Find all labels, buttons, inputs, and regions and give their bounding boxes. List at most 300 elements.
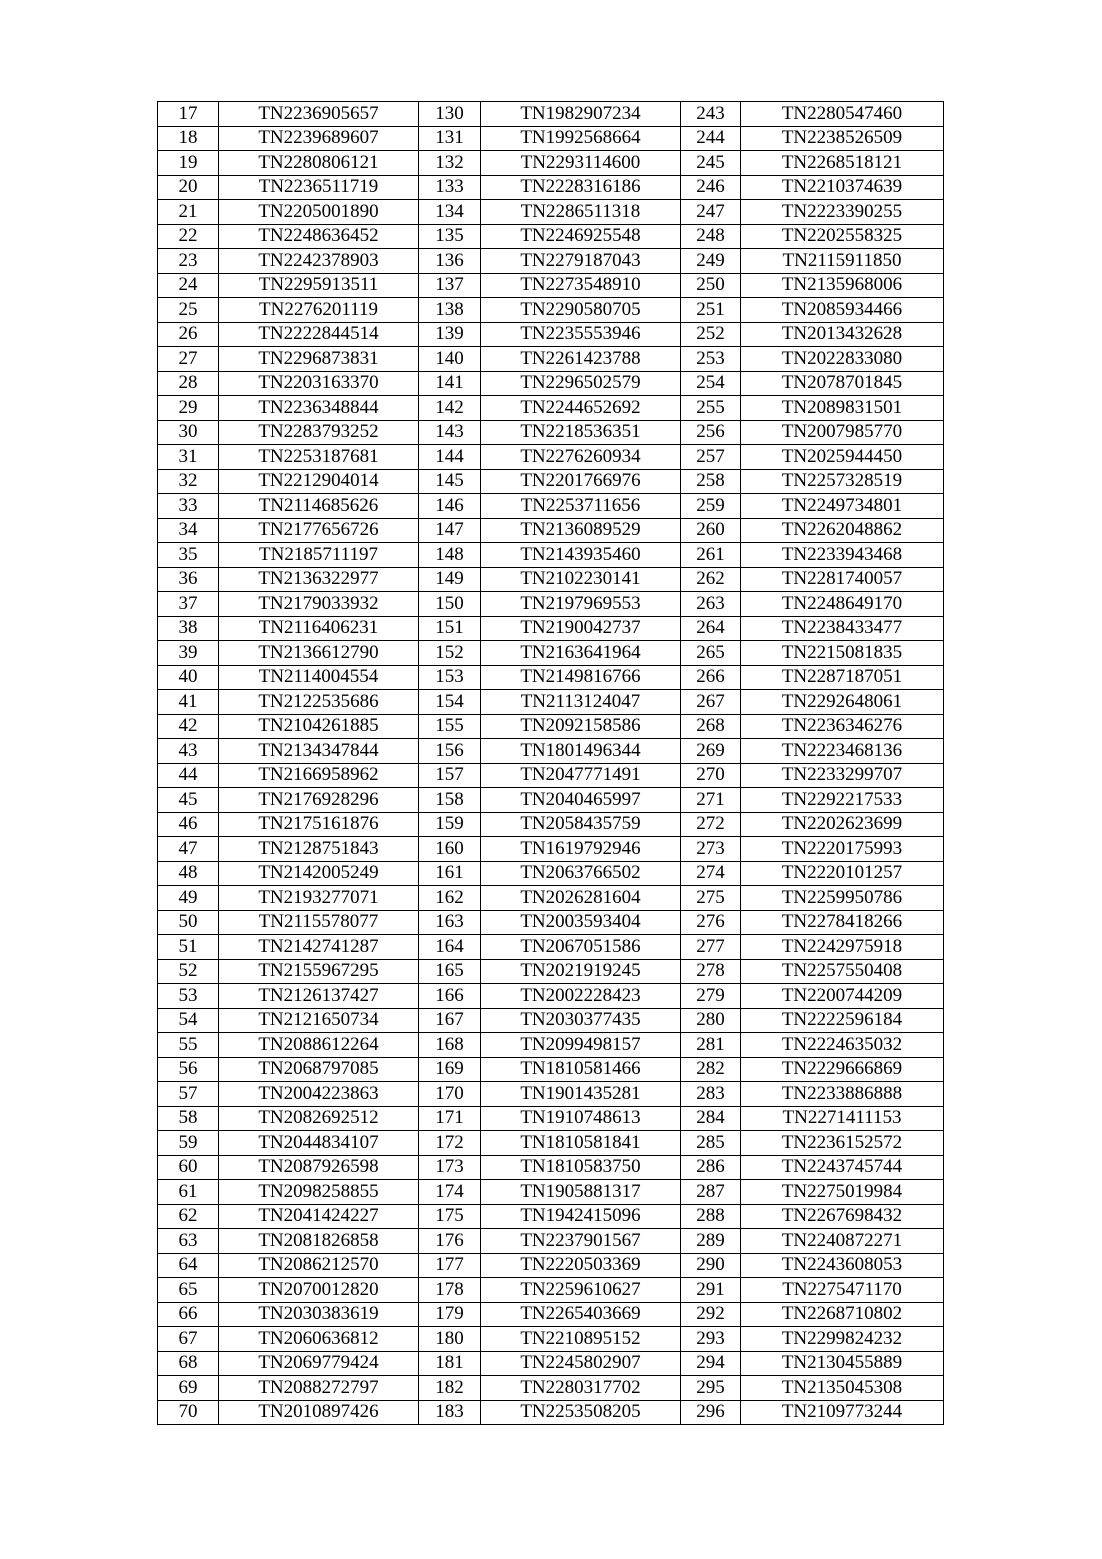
code-cell: TN2136612790	[219, 641, 419, 666]
serial-cell: 22	[158, 224, 219, 249]
serial-cell: 19	[158, 151, 219, 176]
serial-cell: 65	[158, 1278, 219, 1303]
serial-cell: 288	[681, 1204, 741, 1229]
serial-cell: 260	[681, 518, 741, 543]
code-cell: TN2243745744	[741, 1155, 944, 1180]
code-cell: TN2240872271	[741, 1229, 944, 1254]
code-cell: TN2030383619	[219, 1302, 419, 1327]
code-cell: TN2134347844	[219, 739, 419, 764]
code-cell: TN2286511318	[481, 200, 681, 225]
code-cell: TN2068797085	[219, 1057, 419, 1082]
serial-cell: 151	[419, 616, 481, 641]
table-row	[158, 690, 944, 715]
code-cell: TN2142005249	[219, 861, 419, 886]
serial-cell: 179	[419, 1302, 481, 1327]
code-cell: TN2243608053	[741, 1253, 944, 1278]
code-cell: TN1801496344	[481, 739, 681, 764]
table-row	[158, 935, 944, 960]
code-cell: TN2222596184	[741, 1008, 944, 1033]
code-cell: TN2069779424	[219, 1351, 419, 1376]
table-row	[158, 1229, 944, 1254]
serial-cell: 165	[419, 959, 481, 984]
serial-cell: 170	[419, 1082, 481, 1107]
table-row	[158, 1351, 944, 1376]
code-cell: TN1810583750	[481, 1155, 681, 1180]
table-row	[158, 518, 944, 543]
serial-cell: 277	[681, 935, 741, 960]
code-cell: TN2259610627	[481, 1278, 681, 1303]
code-cell: TN2242975918	[741, 935, 944, 960]
serial-cell: 279	[681, 984, 741, 1009]
code-cell: TN2058435759	[481, 812, 681, 837]
serial-cell: 267	[681, 690, 741, 715]
table-row	[158, 151, 944, 176]
code-cell: TN2292648061	[741, 690, 944, 715]
serial-cell: 66	[158, 1302, 219, 1327]
serial-cell: 247	[681, 200, 741, 225]
serial-cell: 258	[681, 469, 741, 494]
serial-cell: 35	[158, 543, 219, 568]
serial-cell: 160	[419, 837, 481, 862]
table-row	[158, 984, 944, 1009]
code-cell: TN2245802907	[481, 1351, 681, 1376]
code-cell: TN2022833080	[741, 347, 944, 372]
code-cell: TN1992568664	[481, 126, 681, 151]
code-cell: TN2026281604	[481, 886, 681, 911]
code-cell: TN2136322977	[219, 567, 419, 592]
serial-cell: 68	[158, 1351, 219, 1376]
code-cell: TN2224635032	[741, 1033, 944, 1058]
serial-cell: 25	[158, 298, 219, 323]
serial-cell: 133	[419, 175, 481, 200]
serial-cell: 145	[419, 469, 481, 494]
table-row	[158, 1253, 944, 1278]
code-cell: TN2296502579	[481, 371, 681, 396]
serial-cell: 37	[158, 592, 219, 617]
serial-cell: 268	[681, 714, 741, 739]
serial-cell: 264	[681, 616, 741, 641]
code-cell: TN2220101257	[741, 861, 944, 886]
serial-cell: 176	[419, 1229, 481, 1254]
serial-cell: 287	[681, 1180, 741, 1205]
serial-cell: 135	[419, 224, 481, 249]
serial-cell: 63	[158, 1229, 219, 1254]
code-cell: TN2293114600	[481, 151, 681, 176]
code-cell: TN2287187051	[741, 665, 944, 690]
code-cell: TN2220175993	[741, 837, 944, 862]
code-cell: TN2281740057	[741, 567, 944, 592]
code-cell: TN2244652692	[481, 396, 681, 421]
serial-cell: 141	[419, 371, 481, 396]
code-cell: TN2296873831	[219, 347, 419, 372]
code-cell: TN2175161876	[219, 812, 419, 837]
table-row	[158, 494, 944, 519]
serial-cell: 70	[158, 1400, 219, 1425]
code-cell: TN2143935460	[481, 543, 681, 568]
code-cell: TN2280317702	[481, 1376, 681, 1401]
table-row	[158, 102, 944, 127]
code-cell: TN2185711197	[219, 543, 419, 568]
code-cell: TN2047771491	[481, 763, 681, 788]
code-cell: TN2115911850	[741, 249, 944, 274]
code-cell: TN2086212570	[219, 1253, 419, 1278]
code-cell: TN1810581466	[481, 1057, 681, 1082]
code-cell: TN2102230141	[481, 567, 681, 592]
code-cell: TN2070012820	[219, 1278, 419, 1303]
table-row	[158, 347, 944, 372]
table-row	[158, 641, 944, 666]
serial-cell: 265	[681, 641, 741, 666]
code-cell: TN2210895152	[481, 1327, 681, 1352]
code-cell: TN2078701845	[741, 371, 944, 396]
code-cell: TN2267698432	[741, 1204, 944, 1229]
code-cell: TN2130455889	[741, 1351, 944, 1376]
table-row	[158, 249, 944, 274]
code-cell: TN2003593404	[481, 910, 681, 935]
code-cell: TN2237901567	[481, 1229, 681, 1254]
serial-cell: 24	[158, 273, 219, 298]
code-cell: TN2203163370	[219, 371, 419, 396]
table-row	[158, 739, 944, 764]
serial-cell: 40	[158, 665, 219, 690]
serial-cell: 142	[419, 396, 481, 421]
serial-cell: 150	[419, 592, 481, 617]
serial-cell: 146	[419, 494, 481, 519]
serial-cell: 292	[681, 1302, 741, 1327]
code-cell: TN2099498157	[481, 1033, 681, 1058]
code-cell: TN1910748613	[481, 1106, 681, 1131]
code-cell: TN2177656726	[219, 518, 419, 543]
serial-cell: 254	[681, 371, 741, 396]
table-row	[158, 200, 944, 225]
code-cell: TN2088272797	[219, 1376, 419, 1401]
code-cell: TN2236152572	[741, 1131, 944, 1156]
serial-cell: 29	[158, 396, 219, 421]
serial-cell: 263	[681, 592, 741, 617]
code-cell: TN2215081835	[741, 641, 944, 666]
code-cell: TN2220503369	[481, 1253, 681, 1278]
code-cell: TN2122535686	[219, 690, 419, 715]
code-cell: TN2292217533	[741, 788, 944, 813]
serial-cell: 273	[681, 837, 741, 862]
code-cell: TN2223468136	[741, 739, 944, 764]
code-cell: TN2253187681	[219, 445, 419, 470]
code-cell: TN2268710802	[741, 1302, 944, 1327]
serial-cell: 175	[419, 1204, 481, 1229]
code-cell: TN2242378903	[219, 249, 419, 274]
serial-cell: 32	[158, 469, 219, 494]
table-row	[158, 1106, 944, 1131]
code-cell: TN2261423788	[481, 347, 681, 372]
serial-cell: 169	[419, 1057, 481, 1082]
code-cell: TN2271411153	[741, 1106, 944, 1131]
code-cell: TN2004223863	[219, 1082, 419, 1107]
serial-cell: 172	[419, 1131, 481, 1156]
code-cell: TN2278418266	[741, 910, 944, 935]
code-cell: TN2222844514	[219, 322, 419, 347]
code-cell: TN2082692512	[219, 1106, 419, 1131]
serial-cell: 50	[158, 910, 219, 935]
table-row	[158, 371, 944, 396]
table-row	[158, 788, 944, 813]
code-cell: TN2235553946	[481, 322, 681, 347]
table-row	[158, 1400, 944, 1425]
serial-cell: 154	[419, 690, 481, 715]
serial-cell: 255	[681, 396, 741, 421]
code-cell: TN2088612264	[219, 1033, 419, 1058]
code-cell: TN2176928296	[219, 788, 419, 813]
table-row	[158, 543, 944, 568]
code-cell: TN2248636452	[219, 224, 419, 249]
serial-cell: 167	[419, 1008, 481, 1033]
serial-cell: 54	[158, 1008, 219, 1033]
serial-cell: 148	[419, 543, 481, 568]
code-cell: TN2238433477	[741, 616, 944, 641]
serial-cell: 17	[158, 102, 219, 127]
serial-cell: 39	[158, 641, 219, 666]
serial-cell: 272	[681, 812, 741, 837]
serial-cell: 41	[158, 690, 219, 715]
code-cell: TN2085934466	[741, 298, 944, 323]
code-cell: TN2239689607	[219, 126, 419, 151]
serial-cell: 48	[158, 861, 219, 886]
code-cell: TN2135045308	[741, 1376, 944, 1401]
serial-cell: 276	[681, 910, 741, 935]
code-cell: TN2013432628	[741, 322, 944, 347]
code-cell: TN2265403669	[481, 1302, 681, 1327]
serial-cell: 23	[158, 249, 219, 274]
code-cell: TN2268518121	[741, 151, 944, 176]
serial-cell: 248	[681, 224, 741, 249]
serial-cell: 152	[419, 641, 481, 666]
serial-cell: 49	[158, 886, 219, 911]
serial-cell: 269	[681, 739, 741, 764]
table-row	[158, 175, 944, 200]
code-cell: TN2249734801	[741, 494, 944, 519]
serial-cell: 291	[681, 1278, 741, 1303]
serial-cell: 249	[681, 249, 741, 274]
serial-cell: 250	[681, 273, 741, 298]
code-cell: TN2060636812	[219, 1327, 419, 1352]
table-row	[158, 1033, 944, 1058]
serial-cell: 44	[158, 763, 219, 788]
table-row	[158, 861, 944, 886]
serial-cell: 47	[158, 837, 219, 862]
table-row	[158, 1082, 944, 1107]
code-cell: TN1982907234	[481, 102, 681, 127]
code-cell: TN2202558325	[741, 224, 944, 249]
table-row	[158, 1057, 944, 1082]
code-cell: TN2109773244	[741, 1400, 944, 1425]
serial-cell: 155	[419, 714, 481, 739]
serial-cell: 274	[681, 861, 741, 886]
code-cell: TN2114685626	[219, 494, 419, 519]
table-row	[158, 126, 944, 151]
serial-cell: 281	[681, 1033, 741, 1058]
serial-cell: 62	[158, 1204, 219, 1229]
serial-cell: 295	[681, 1376, 741, 1401]
code-cell: TN2257550408	[741, 959, 944, 984]
serial-cell: 33	[158, 494, 219, 519]
table-row	[158, 567, 944, 592]
code-cell: TN2155967295	[219, 959, 419, 984]
code-cell: TN2087926598	[219, 1155, 419, 1180]
serial-cell: 42	[158, 714, 219, 739]
table-row	[158, 1204, 944, 1229]
serial-cell: 57	[158, 1082, 219, 1107]
code-cell: TN2236905657	[219, 102, 419, 127]
code-cell: TN2163641964	[481, 641, 681, 666]
serial-cell: 131	[419, 126, 481, 151]
table-row	[158, 273, 944, 298]
code-cell: TN2223390255	[741, 200, 944, 225]
code-cell: TN2041424227	[219, 1204, 419, 1229]
serial-cell: 251	[681, 298, 741, 323]
serial-cell: 159	[419, 812, 481, 837]
code-cell: TN1810581841	[481, 1131, 681, 1156]
table-row	[158, 396, 944, 421]
code-cell: TN2197969553	[481, 592, 681, 617]
code-cell: TN2236348844	[219, 396, 419, 421]
data-table	[157, 101, 944, 1425]
serial-cell: 181	[419, 1351, 481, 1376]
serial-cell: 69	[158, 1376, 219, 1401]
code-cell: TN2205001890	[219, 200, 419, 225]
serial-cell: 283	[681, 1082, 741, 1107]
serial-cell: 284	[681, 1106, 741, 1131]
serial-cell: 52	[158, 959, 219, 984]
serial-cell: 278	[681, 959, 741, 984]
code-cell: TN2067051586	[481, 935, 681, 960]
table-row	[158, 1376, 944, 1401]
serial-cell: 261	[681, 543, 741, 568]
code-cell: TN2166958962	[219, 763, 419, 788]
code-cell: TN2280806121	[219, 151, 419, 176]
serial-cell: 253	[681, 347, 741, 372]
code-cell: TN2201766976	[481, 469, 681, 494]
code-cell: TN1942415096	[481, 1204, 681, 1229]
code-cell: TN2259950786	[741, 886, 944, 911]
serial-cell: 182	[419, 1376, 481, 1401]
serial-cell: 270	[681, 763, 741, 788]
serial-cell: 246	[681, 175, 741, 200]
code-cell: TN2040465997	[481, 788, 681, 813]
serial-cell: 286	[681, 1155, 741, 1180]
serial-cell: 31	[158, 445, 219, 470]
table-row	[158, 1008, 944, 1033]
code-cell: TN2113124047	[481, 690, 681, 715]
table-row	[158, 322, 944, 347]
table-row	[158, 224, 944, 249]
table-row	[158, 910, 944, 935]
code-cell: TN2236346276	[741, 714, 944, 739]
serial-cell: 180	[419, 1327, 481, 1352]
serial-cell: 266	[681, 665, 741, 690]
serial-cell: 67	[158, 1327, 219, 1352]
code-cell: TN2089831501	[741, 396, 944, 421]
serial-cell: 156	[419, 739, 481, 764]
serial-cell: 164	[419, 935, 481, 960]
code-cell: TN2136089529	[481, 518, 681, 543]
table-row	[158, 592, 944, 617]
serial-cell: 153	[419, 665, 481, 690]
table-row	[158, 469, 944, 494]
code-cell: TN2253711656	[481, 494, 681, 519]
serial-cell: 56	[158, 1057, 219, 1082]
code-cell: TN2044834107	[219, 1131, 419, 1156]
serial-cell: 139	[419, 322, 481, 347]
code-cell: TN2030377435	[481, 1008, 681, 1033]
code-cell: TN1905881317	[481, 1180, 681, 1205]
serial-cell: 177	[419, 1253, 481, 1278]
code-cell: TN2229666869	[741, 1057, 944, 1082]
serial-cell: 252	[681, 322, 741, 347]
serial-cell: 64	[158, 1253, 219, 1278]
serial-cell: 144	[419, 445, 481, 470]
serial-cell: 21	[158, 200, 219, 225]
serial-cell: 280	[681, 1008, 741, 1033]
serial-cell: 296	[681, 1400, 741, 1425]
serial-cell: 257	[681, 445, 741, 470]
code-cell: TN2248649170	[741, 592, 944, 617]
serial-cell: 36	[158, 567, 219, 592]
serial-cell: 149	[419, 567, 481, 592]
serial-cell: 51	[158, 935, 219, 960]
code-cell: TN2179033932	[219, 592, 419, 617]
table-row	[158, 1180, 944, 1205]
serial-cell: 61	[158, 1180, 219, 1205]
code-cell: TN2228316186	[481, 175, 681, 200]
serial-cell: 60	[158, 1155, 219, 1180]
serial-cell: 293	[681, 1327, 741, 1352]
table-row	[158, 616, 944, 641]
code-cell: TN2114004554	[219, 665, 419, 690]
table-row	[158, 298, 944, 323]
table-row	[158, 763, 944, 788]
serial-cell: 271	[681, 788, 741, 813]
table-row	[158, 1327, 944, 1352]
serial-cell: 143	[419, 420, 481, 445]
code-cell: TN2092158586	[481, 714, 681, 739]
code-cell: TN2279187043	[481, 249, 681, 274]
code-cell: TN2116406231	[219, 616, 419, 641]
serial-cell: 173	[419, 1155, 481, 1180]
code-cell: TN2218536351	[481, 420, 681, 445]
code-cell: TN2273548910	[481, 273, 681, 298]
code-cell: TN2007985770	[741, 420, 944, 445]
serial-cell: 147	[419, 518, 481, 543]
serial-cell: 59	[158, 1131, 219, 1156]
serial-cell: 30	[158, 420, 219, 445]
table-row	[158, 420, 944, 445]
serial-cell: 28	[158, 371, 219, 396]
serial-cell: 20	[158, 175, 219, 200]
table-row	[158, 837, 944, 862]
code-cell: TN2142741287	[219, 935, 419, 960]
code-cell: TN2193277071	[219, 886, 419, 911]
serial-cell: 243	[681, 102, 741, 127]
serial-cell: 26	[158, 322, 219, 347]
serial-cell: 262	[681, 567, 741, 592]
serial-cell: 171	[419, 1106, 481, 1131]
serial-cell: 27	[158, 347, 219, 372]
code-cell: TN2002228423	[481, 984, 681, 1009]
serial-cell: 130	[419, 102, 481, 127]
serial-cell: 275	[681, 886, 741, 911]
serial-cell: 245	[681, 151, 741, 176]
serial-cell: 158	[419, 788, 481, 813]
serial-cell: 45	[158, 788, 219, 813]
